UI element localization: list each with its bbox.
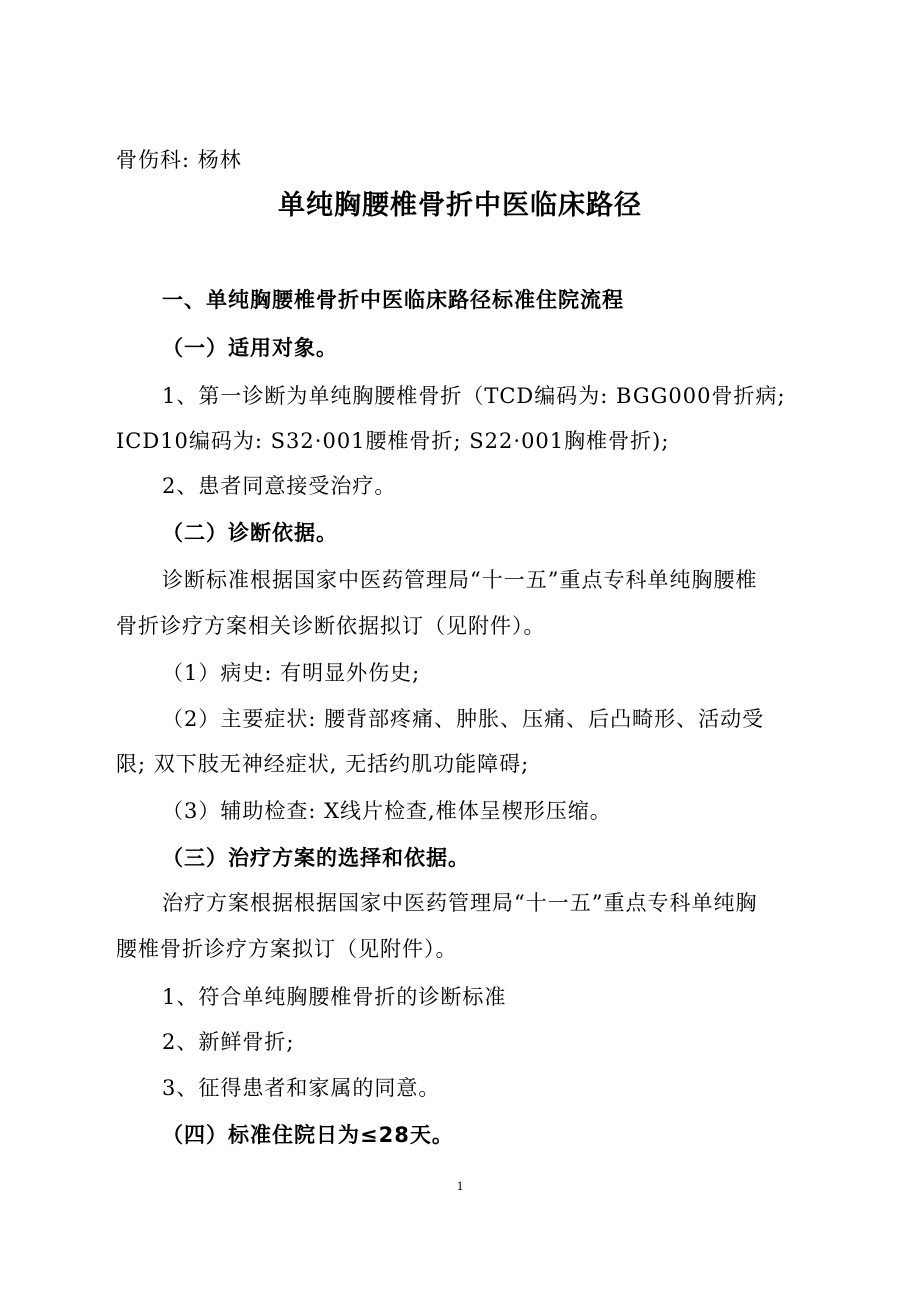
paragraph-line: 腰椎骨折诊疗方案拟订（见附件）。 [116,937,458,961]
paragraph-line: 2、患者同意接受治疗。 [162,474,397,498]
paragraph-line: 限; 双下肢无神经症状, 无括约肌功能障碍; [116,752,530,776]
paragraph-line: 2、新鲜骨折; [162,1030,295,1054]
paragraph-line: （3）辅助检查: X线片检查,椎体呈楔形压缩。 [162,799,612,823]
paragraph-line: 诊断标准根据国家中医药管理局“十一五”重点专科单纯胸腰椎 [162,568,758,592]
section-heading-1: 一、单纯胸腰椎骨折中医临床路径标准住院流程 [162,288,624,312]
paragraph-line: （1）病史: 有明显外伤史; [162,661,421,685]
subsection-heading-diagnosis-basis: （二）诊断依据。 [162,521,338,545]
subsection-heading-hospital-stay: （四）标准住院日为≤28天。 [162,1123,454,1147]
author-line: 骨伤科: 杨林 [116,148,242,172]
paragraph-line: 1、符合单纯胸腰椎骨折的诊断标准 [162,985,507,1009]
document-title: 单纯胸腰椎骨折中医临床路径 [278,190,642,221]
page-number: 1 [456,1178,464,1193]
subsection-heading-applicable-subjects: （一）适用对象。 [162,336,338,360]
subsection-heading-treatment-plan: （三）治疗方案的选择和依据。 [162,846,470,870]
paragraph-line: 治疗方案根据根据国家中医药管理局“十一五”重点专科单纯胸 [162,891,758,915]
paragraph-line: （2）主要症状: 腰背部疼痛、肿胀、压痛、后凸畸形、活动受 [162,707,765,731]
paragraph-line: 骨折诊疗方案相关诊断依据拟订（见附件）。 [116,614,546,638]
paragraph-line: 3、征得患者和家属的同意。 [162,1076,441,1100]
paragraph-line: ICD10编码为: S32·001腰椎骨折; S22·001胸椎骨折); [116,429,670,453]
paragraph-line: 1、第一诊断为单纯胸腰椎骨折（TCD编码为: BGG000骨折病; [162,384,786,408]
